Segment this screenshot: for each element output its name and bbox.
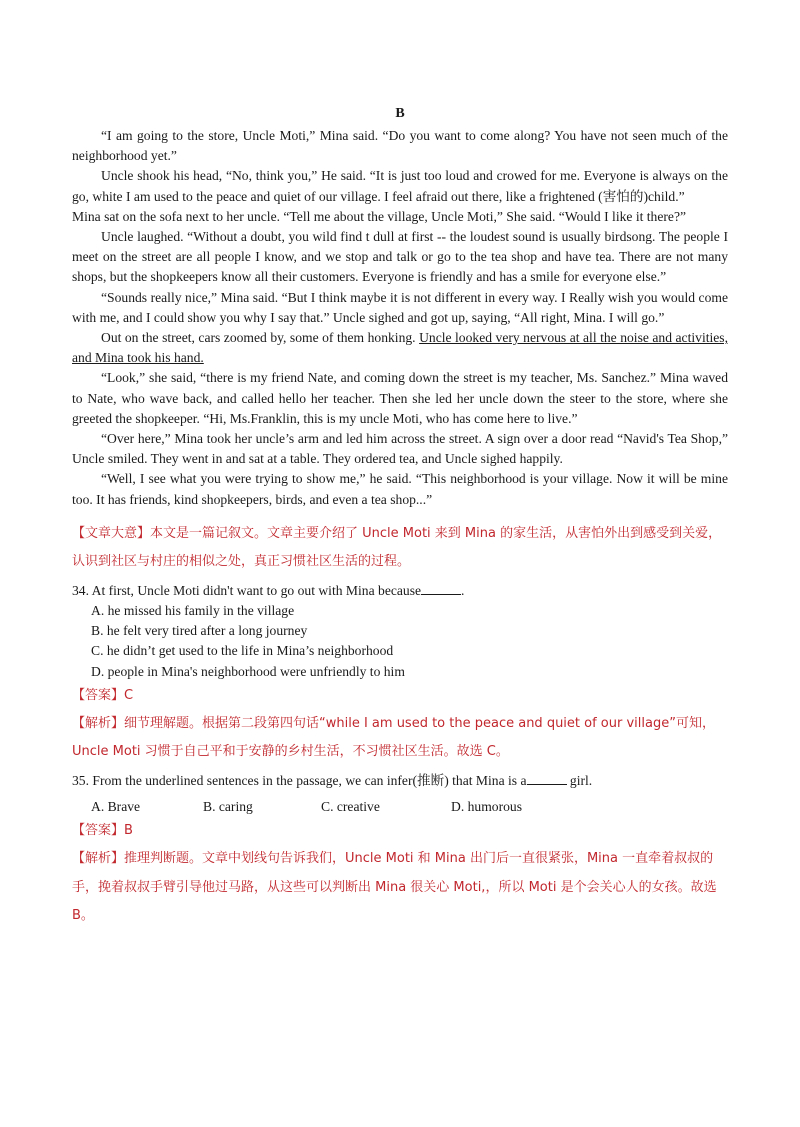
option-a: A. he missed his family in the village bbox=[91, 603, 295, 619]
passage-paragraph: “Look,” she said, “there is my friend Nate, and coming down the street is my teacher, Ms. Sanchez.” Mina waved to Nate, who wave back, and called hello her teacher. Then she led her uncle down the steer to the store, where she greeted the shopkeeper. “Hi, Ms.Franklin, this is my uncle Moti, who has come here to live.” bbox=[72, 370, 728, 426]
option-c: C. he didn’t get used to the life in Mina’s neighborhood bbox=[91, 643, 394, 659]
passage-paragraph-underlined bbox=[72, 328, 728, 368]
passage-paragraph: “I am going to the store, Uncle Moti,” Mina said. “Do you want to come along? You have not seen much of the neighborhood yet.” bbox=[72, 128, 728, 164]
analysis: 【解析】推理判断题。文章中划线句告诉我们，Uncle Moti 和 Mina 出门后一直很紧张，Mina 一直牵着叔叔的手，挽着叔叔手臂引导他过马路，从这些可以判断出 Mina 很关心 Moti,，所以 Moti 是个会关心人的女孩。故选 B。 bbox=[72, 851, 717, 924]
question-stem bbox=[72, 581, 728, 601]
stem-end: girl. bbox=[566, 772, 593, 788]
passage-paragraph: “Over here,” Mina took her uncle’s arm and led him across the street. A sign over a door read “Navid's Tea Shop,” Uncle smiled. They went in and sat at a table. They ordered tea, and Uncle sighed happily. bbox=[72, 431, 728, 467]
option-d: D. people in Mina's neighborhood were unfriendly to him bbox=[91, 663, 405, 679]
passage-paragraph: “Sounds really nice,” Mina said. “But I think maybe it is not different in every way. I Really wish you would come with me, and I could show you why I say that.” Uncle sighed and got up, saying, “All right, Mina. I will go.” bbox=[72, 289, 728, 325]
underlined-sentences: Uncle looked very nervous at all the noise and activities, and Mina took his hand. bbox=[72, 330, 728, 366]
option-b: B. caring bbox=[203, 799, 253, 815]
article-summary: 【文章大意】本文是一篇记叙文。文章主要介绍了 Uncle Moti 来到 Mina 的家生活，从害怕外出到感受到关爱，认识到社区与村庄的相似之处，真正习惯社区生活的过程。 bbox=[72, 525, 722, 570]
option-c: C. creative bbox=[321, 799, 380, 815]
passage-paragraph: Uncle laughed. “Without a doubt, you wild find t dull at first -- the loudest sound is usually birdsong. The people I meet on the street are all people I know, and we stop and talk or go to the tea shop and have tea. There are not many shops, but the shopkeepers know all their customers. Everyone is friendly and has a smile for everyone else.” bbox=[72, 229, 728, 285]
passage-paragraph: Mina sat on the sofa next to her uncle. “Tell me about the village, Uncle Moti,” She said. “Would I like it there?” bbox=[72, 208, 687, 224]
question-35 bbox=[72, 771, 728, 931]
question-34 bbox=[72, 581, 728, 767]
option-b: B. he felt very tired after a long journey bbox=[91, 623, 308, 639]
passage-paragraph: Uncle shook his head, “No, think you,” He said. “It is just too loud and crowed for me. Everyone is always on the go, white I am used to the peace and quiet of our village. I feel afraid out there, like a frightened (害怕的)child.” bbox=[72, 168, 728, 204]
passage bbox=[72, 126, 728, 510]
passage-paragraph: “Well, I see what you were trying to show me,” he said. “This neighborhood is your village. Now it will be mine too. It has friends, kind shopkeepers, birds, and even a tea shop...” bbox=[72, 471, 728, 507]
section-title: B bbox=[395, 106, 405, 121]
stem-text: 34. At first, Uncle Moti didn't want to go out with Mina because bbox=[72, 582, 422, 598]
document-page bbox=[72, 104, 728, 931]
question-stem bbox=[72, 771, 728, 791]
stem-end: . bbox=[461, 582, 465, 598]
stem-text: 35. From the underlined sentences in the passage, we can infer(推断) that Mina is a bbox=[72, 772, 527, 788]
analysis: 【解析】细节理解题。根据第二段第四句话“while I am used to the peace and quiet of our village”可知，Uncle Moti 习惯于自己平和于安静的乡村生活，不习惯社区生活。故选 C。 bbox=[72, 715, 715, 760]
answer-blank bbox=[421, 582, 461, 595]
answer-blank bbox=[527, 772, 567, 785]
option-d: D. humorous bbox=[451, 799, 522, 815]
answer: 【答案】C bbox=[72, 687, 134, 703]
option-a: A. Brave bbox=[91, 799, 141, 815]
plain-sentence: Out on the street, cars zoomed by, some of them honking. bbox=[101, 330, 420, 346]
answer: 【答案】B bbox=[72, 823, 133, 839]
options-row bbox=[91, 797, 728, 817]
